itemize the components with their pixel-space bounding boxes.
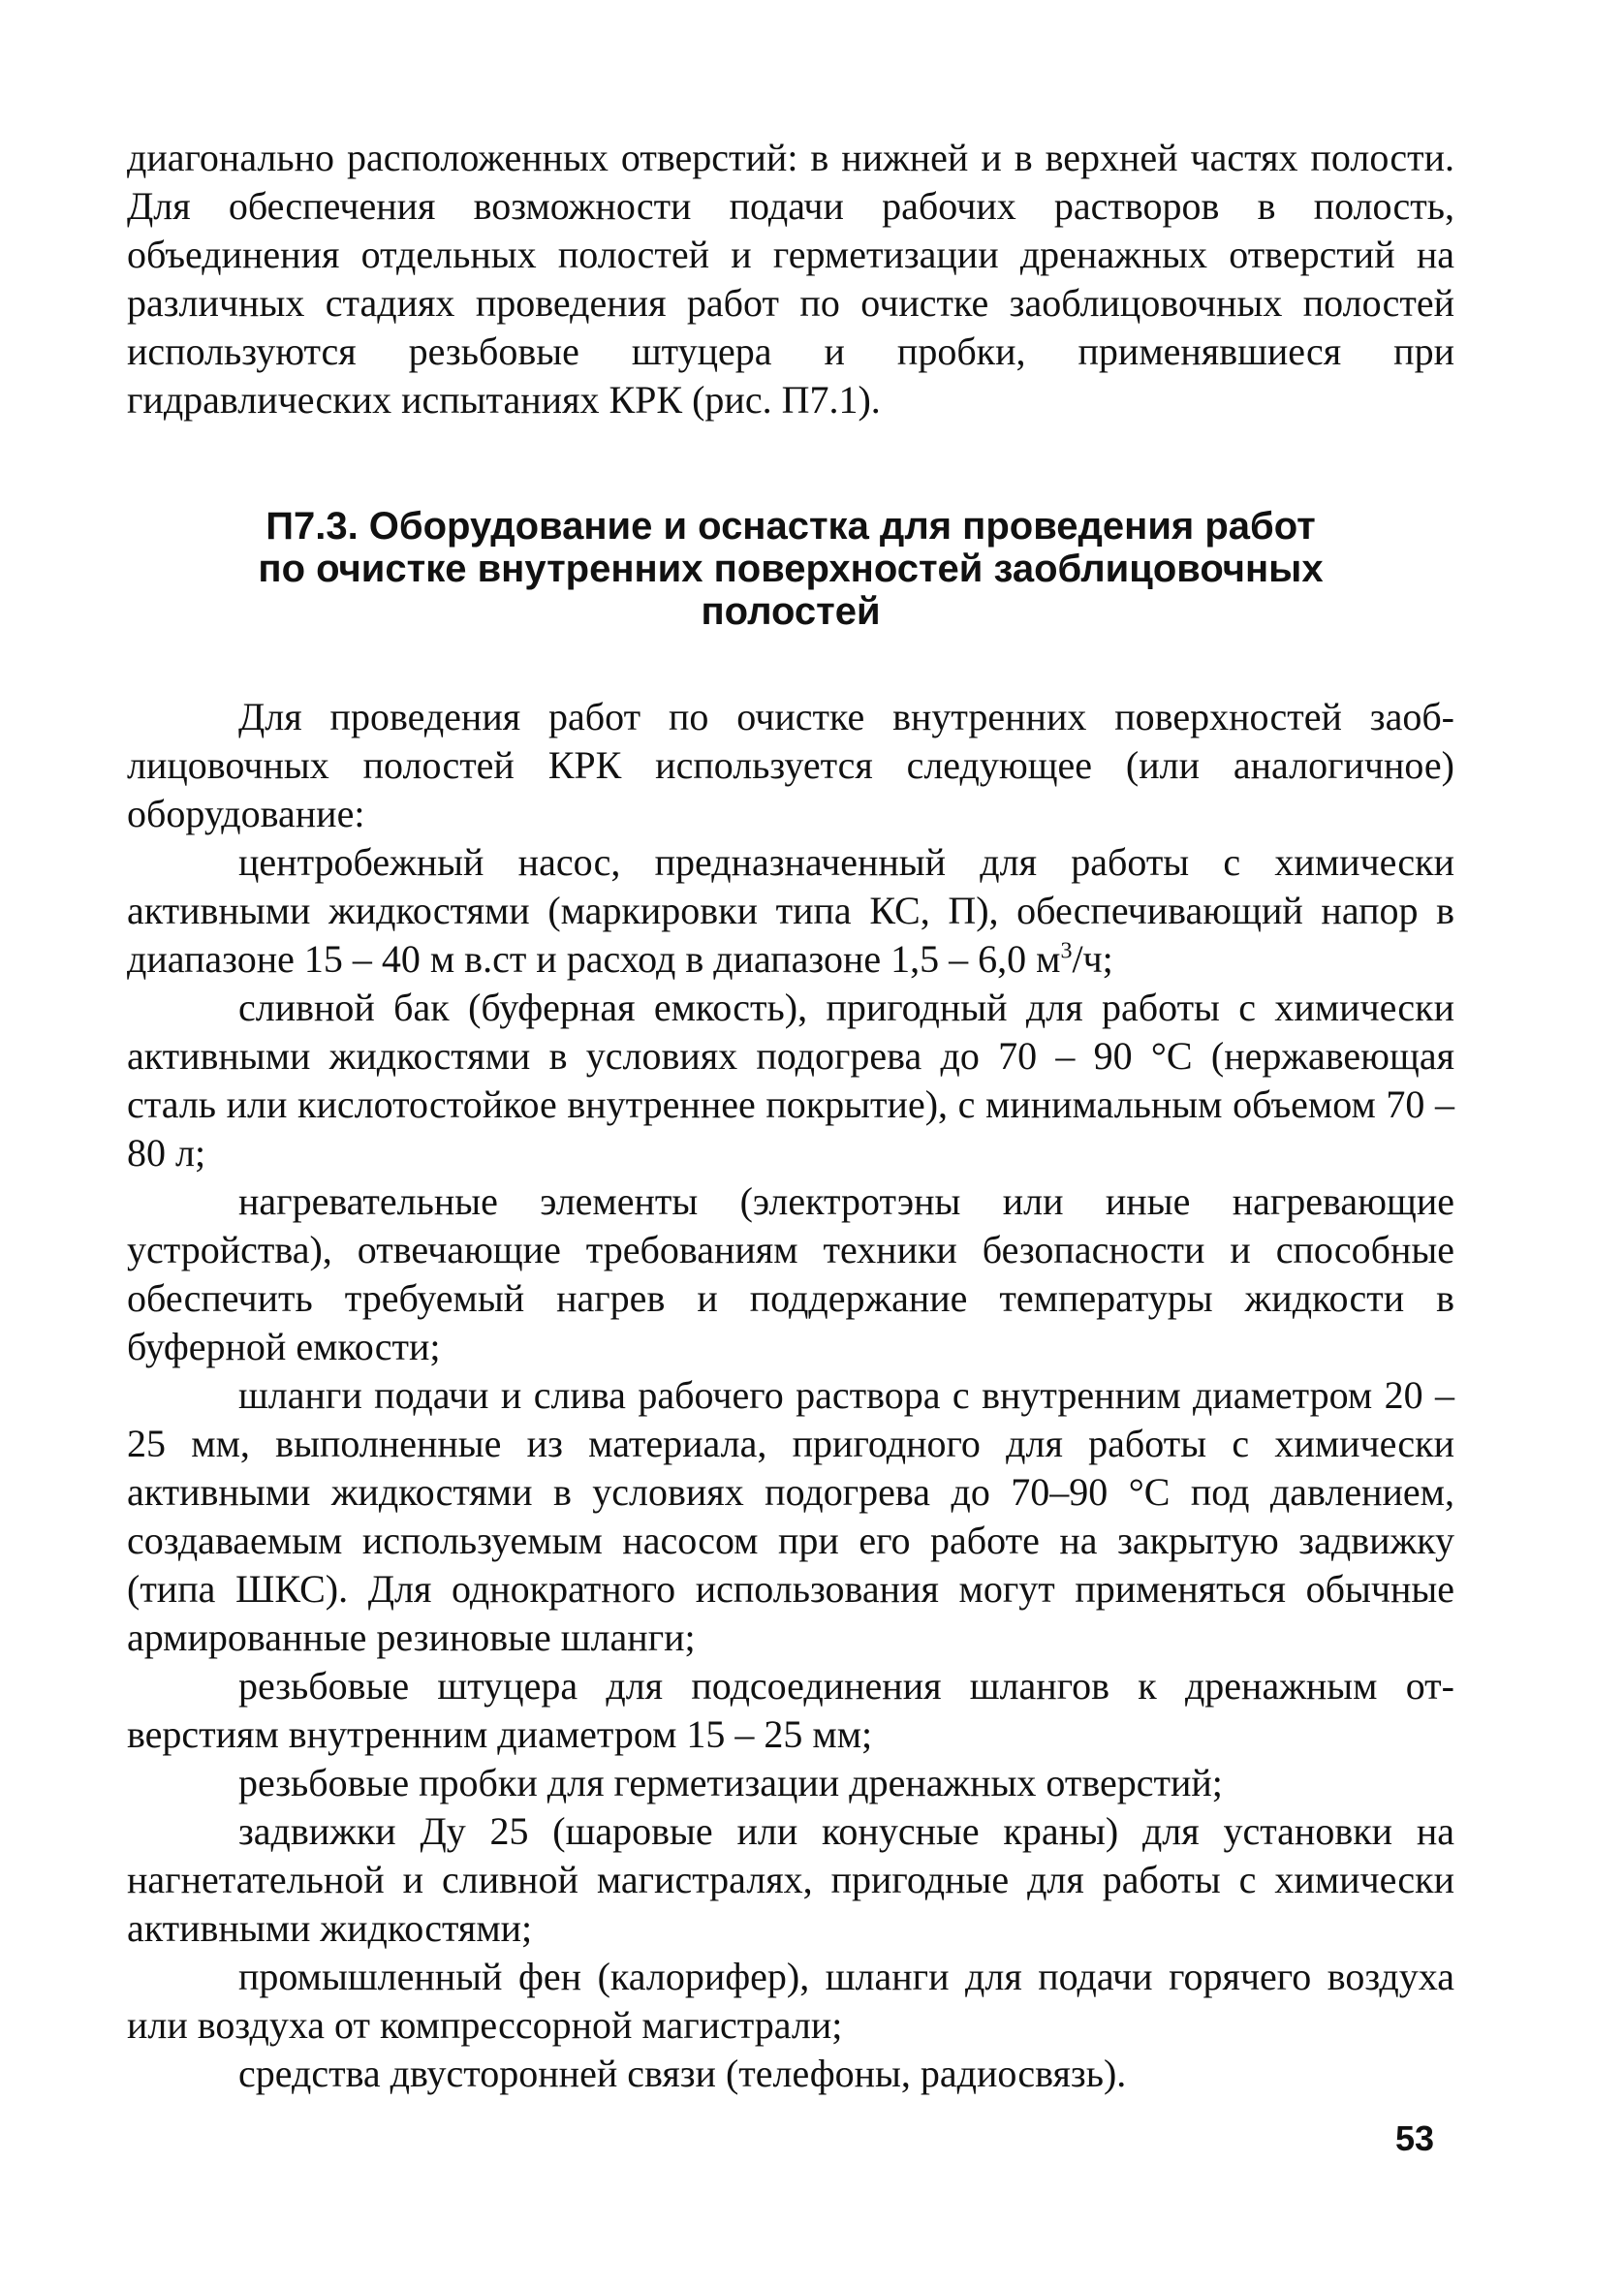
pump-text: центробежный насос, предназначенный для работы с химически активными жидкостями (маркировки типа КС, П), обеспечивающий напор в диапазоне 15 – 40 м в.ст и расход в диапазоне 1,5 – 6,0 м bbox=[127, 840, 1454, 981]
equipment-item-hoses: шланги подачи и слива рабочего раствора с внутренним диаметром 20 – 25 мм, выполненные из материала, пригодного для работы с химически активными жидкостями в условиях подогрева до 70–90 °С под давлением, создаваемым используемым насосом при его работе на закрытую задвижку (типа ШКС). Для однократного использования могут применяться обычные армированные резиновые шланги; bbox=[127, 1373, 1454, 1659]
section-heading bbox=[127, 505, 1454, 633]
equipment-item-tank: сливной бак (буферная емкость), пригодный для работы с химически активными жидкостями в условиях подогрева до 70 – 90 °С (нержавеющая сталь или кислотостойкое внутреннее покрытие), с минимальным объемом 70 – 80 л; bbox=[127, 986, 1454, 1175]
equipment-item-plugs: резьбовые пробки для герметизации дренажных отверстий; bbox=[238, 1761, 1223, 1804]
equipment-item-valves: задвижки Ду 25 (шаровые или конусные краны) для установки на нагнетательной и сливной магистралях, пригодные для работы с химически активными жидкостями; bbox=[127, 1809, 1454, 1950]
equipment-item-comms: средства двусторонней связи (телефоны, радиосвязь). bbox=[238, 2052, 1127, 2095]
intro-paragraph: диагонально расположенных отверстий: в нижней и в верхней частях полости. Для обеспечения возможности подачи рабочих растворов в полость, объединения отдельных полостей и герметизации дренажных отверстий на различных стадиях проведения работ по очистке заоблицовочных полостей используются резьбовые штуцера и пробки, применявшиеся при гидравлических испытаниях КРК (рис. П7.1). bbox=[127, 136, 1454, 422]
equipment-item-fittings: резьбовые штуцера для подсоединения шлангов к дренажным отверстиям внутренним диаметром 15 – 25 мм; bbox=[127, 1664, 1454, 1756]
page-number: 53 bbox=[1394, 2118, 1434, 2158]
equipment-item-pump bbox=[127, 838, 1454, 984]
section-heading-line-3: полостей bbox=[701, 590, 881, 633]
cubic-superscript: 3 bbox=[1060, 938, 1073, 964]
lead-paragraph: Для проведения работ по очистке внутренних поверхностей заоблицовочных полостей КРК используется следующее (или аналогичное) оборудование: bbox=[127, 695, 1454, 835]
equipment-item-dryer: промышленный фен (калорифер), шланги для подачи горячего воздуха или воздуха от компрессорной магистрали; bbox=[127, 1955, 1454, 2047]
section-heading-line-1: П7.3. Оборудование и оснастка для проведения работ bbox=[265, 505, 1316, 548]
equipment-item-heaters: нагревательные элементы (электротэны или иные нагревающие устройства), отвечающие требованиям техники безопасности и способные обеспечить требуемый нагрев и поддержание температуры жидкости в буферной емкости; bbox=[127, 1179, 1454, 1368]
pump-text-end: /ч; bbox=[1072, 937, 1113, 981]
page-content bbox=[127, 134, 1454, 2098]
section-heading-line-2: по очистке внутренних поверхностей заоблицовочных bbox=[258, 548, 1324, 590]
